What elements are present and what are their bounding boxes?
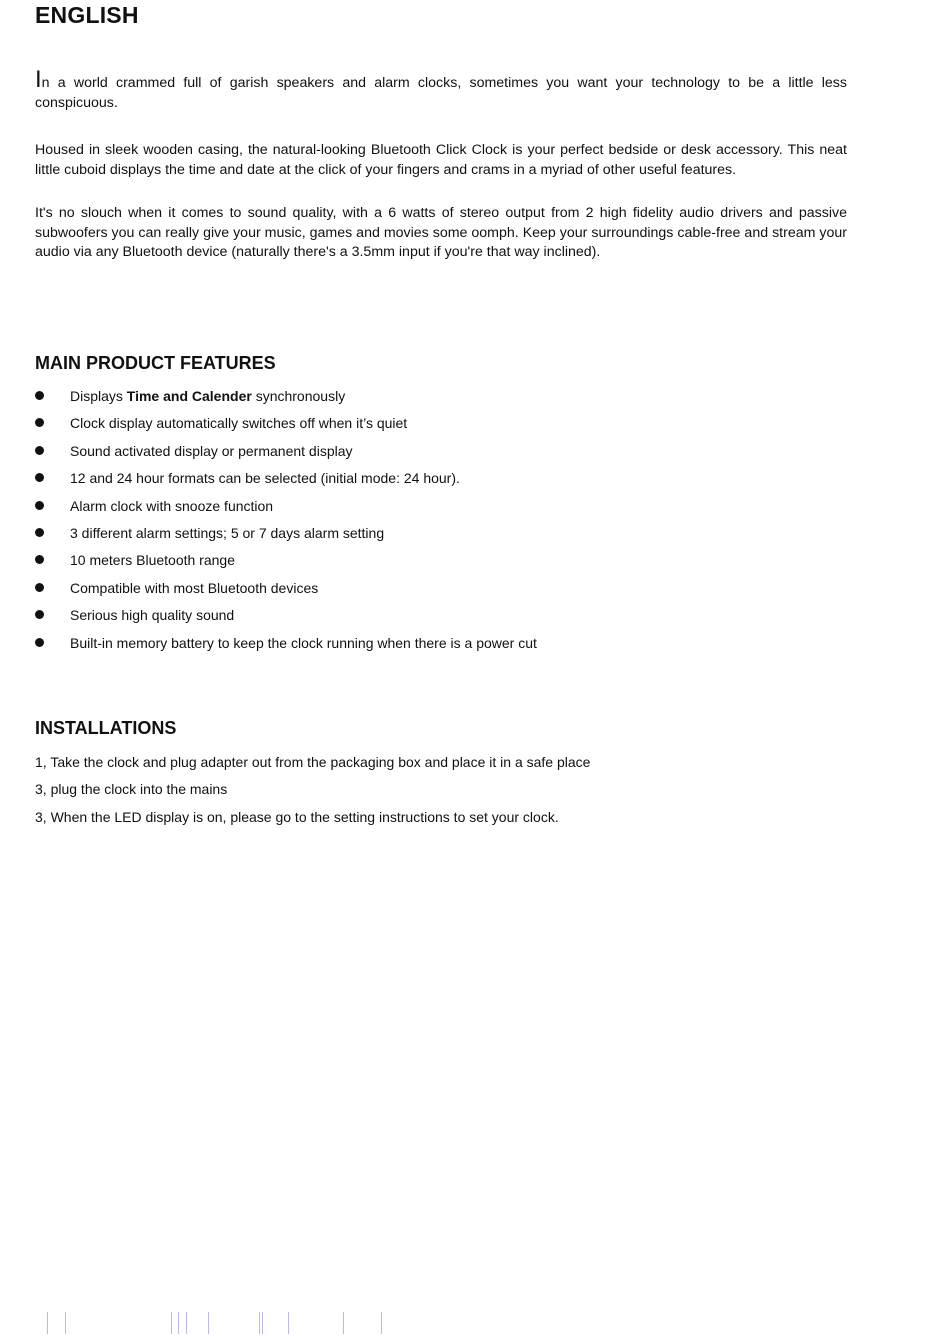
feature-item [35,386,847,413]
scan-mark [186,1312,187,1334]
feature-item [35,496,847,523]
scan-mark [343,1312,344,1334]
page-title: ENGLISH [35,2,139,28]
description-paragraph-1: Housed in sleek wooden casing, the natural-looking Bluetooth Click Clock is your perfect bedside or desk accessory. This neat little cuboid displays the time and date at the click of your fingers and crams in a myriad of other useful features. [35,142,847,178]
feature-text: Built-in memory battery to keep the clock running when there is a power cut [70,634,537,651]
installations-list [35,752,847,834]
feature-text: 10 meters Bluetooth range [70,552,235,569]
feature-item [35,550,847,577]
feature-text: Clock display automatically switches off when it’s quiet [70,415,408,432]
bullet-icon [35,418,44,427]
bullet-icon [35,528,44,537]
bullet-icon [35,473,44,482]
feature-text: 12 and 24 hour formats can be selected (initial mode: 24 hour). [70,470,460,487]
feature-text: Sound activated display or permanent display [70,442,353,459]
scan-mark [65,1312,66,1334]
scan-mark [381,1312,382,1334]
features-heading: MAIN PRODUCT FEATURES [35,353,276,373]
scan-mark [178,1312,179,1334]
scan-mark [171,1312,172,1334]
scan-mark [262,1312,263,1334]
feature-text: Alarm clock with snooze function [70,497,274,514]
bullet-icon [35,446,44,455]
feature-text: Compatible with most Bluetooth devices [70,579,319,596]
feature-text-after: synchronously [251,388,346,404]
scan-mark [47,1312,48,1334]
scan-mark [259,1312,260,1334]
intro-text: n a world crammed full of garish speakers and alarm clocks, sometimes you want your technology to be a little less conspicuous. [35,75,847,111]
footer-scan-marks [0,1312,950,1336]
intro-paragraph [35,66,847,113]
bullet-icon [35,555,44,564]
feature-item [35,468,847,495]
scan-mark [288,1312,289,1334]
feature-item [35,633,847,660]
feature-text-before: Displays [70,388,127,404]
feature-item [35,523,847,550]
bullet-icon [35,610,44,619]
installation-step: 3, When the LED display is on, please go to the setting instructions to set your clock. [35,808,559,825]
bullet-icon [35,501,44,510]
feature-item [35,578,847,605]
description-paragraph-2: It's no slouch when it comes to sound quality, with a 6 watts of stereo output from 2 high fidelity audio drivers and passive subwoofers you can really give your music, games and movies some oomph. Keep your surroundings cable-free and stream your audio via any Bluetooth device (naturally there's a 3.5mm input if you're that way inclined). [35,205,847,260]
installation-step: 1, Take the clock and plug adapter out from the packaging box and place it in a safe place [35,754,591,770]
feature-text: Serious high quality sound [70,607,235,624]
bullet-icon [35,583,44,592]
feature-text: 3 different alarm settings; 5 or 7 days alarm setting [70,524,385,541]
installation-step: 3, plug the clock into the mains [35,781,228,798]
feature-item [35,605,847,632]
bullet-icon [35,391,44,400]
drop-cap: I [35,66,42,93]
installations-heading: INSTALLATIONS [35,718,177,738]
bullet-icon [35,638,44,647]
feature-item [35,413,847,440]
feature-text-bold: Time and Calender [126,388,252,404]
features-list [35,386,847,660]
scan-mark [208,1312,209,1334]
feature-item [35,441,847,468]
